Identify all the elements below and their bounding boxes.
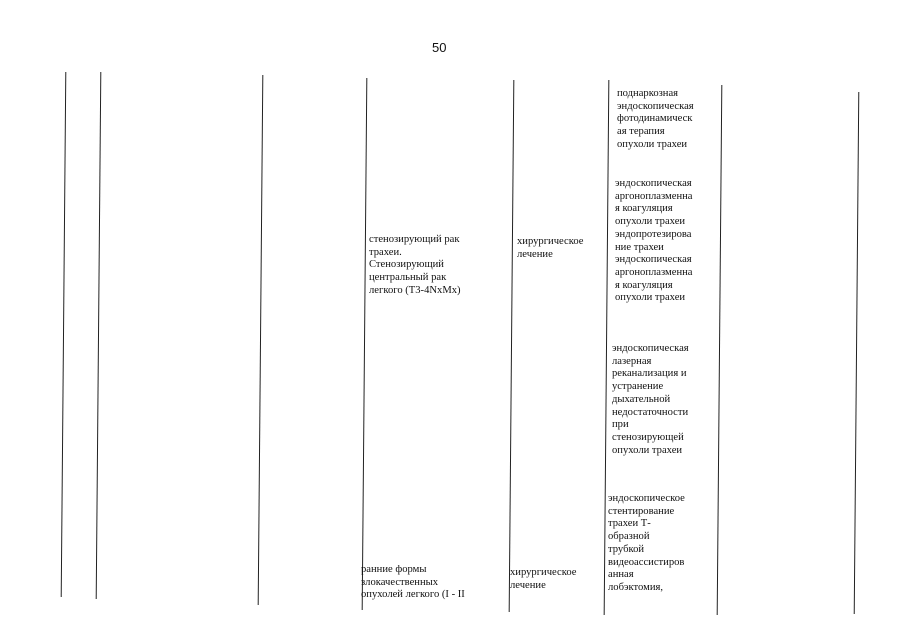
method-line: опухоли трахеи	[615, 292, 686, 304]
table-border-right	[854, 92, 860, 614]
diagnosis-line: злокачественных	[361, 576, 439, 588]
treatment-line: хирургическое	[517, 236, 584, 247]
method-line: образной	[608, 531, 650, 543]
table-divider-4	[509, 80, 515, 612]
diagnosis-line: центральный рак	[369, 272, 447, 284]
treatment-line: хирургическое	[510, 567, 577, 578]
method-line: дыхательной	[612, 393, 671, 405]
diagnosis-line: стенозирующий рак	[369, 234, 460, 245]
treatment-line: лечение	[517, 248, 553, 260]
diagnosis-cell-2	[361, 564, 465, 602]
method-block-4	[608, 493, 685, 595]
treatment-cell-2	[510, 567, 576, 592]
method-line: эндопротезирова	[615, 228, 692, 240]
table-divider-6	[717, 85, 723, 615]
method-line: поднаркозная	[617, 88, 679, 99]
table-divider-2	[258, 75, 264, 605]
method-line: лазерная	[612, 355, 652, 367]
diagnosis-line: Стенозирующий	[369, 259, 444, 271]
table-divider-3	[362, 78, 368, 610]
method-line: опухоли трахеи	[617, 138, 688, 150]
method-line: устранение	[612, 381, 664, 393]
method-line: недостаточности	[612, 406, 689, 418]
diagnosis-line: трахеи.	[369, 246, 402, 258]
method-block-2	[615, 178, 692, 305]
method-line: трубкой	[608, 543, 645, 555]
method-line: видеоассистиров	[608, 556, 685, 568]
method-line: эндоскопическая	[615, 254, 692, 266]
method-line: я коагуляция	[615, 279, 673, 291]
table-divider-1	[96, 72, 102, 599]
method-line: трахеи Т-	[608, 518, 651, 530]
method-line: аргоноплазменна	[615, 266, 693, 278]
treatment-cell-1	[517, 236, 583, 261]
method-line: стентирование	[608, 505, 675, 517]
method-line: лобэктомия,	[608, 581, 664, 593]
method-line: ая терапия	[617, 126, 665, 138]
method-line: я коагуляция	[615, 203, 673, 215]
method-line: реканализация и	[612, 368, 687, 380]
method-line: фотодинамическ	[617, 113, 693, 125]
diagnosis-line: легкого (Т3-4NxMx)	[369, 284, 461, 296]
method-line: ние трахеи	[615, 241, 664, 253]
method-line: эндоскопическая	[617, 100, 694, 112]
method-line: анная	[608, 569, 634, 581]
method-block-3	[612, 343, 689, 457]
page-number: 50	[432, 40, 447, 55]
method-line: опухоли трахеи	[612, 444, 683, 456]
table-border-left	[61, 72, 67, 597]
method-line: эндоскопическое	[608, 493, 685, 504]
method-line: при	[612, 419, 629, 431]
treatment-line: лечение	[510, 579, 546, 591]
method-line: эндоскопическая	[615, 178, 692, 189]
method-line: аргоноплазменна	[615, 190, 693, 202]
method-line: эндоскопическая	[612, 343, 689, 354]
diagnosis-line: ранние формы	[361, 564, 427, 575]
diagnosis-cell-1	[369, 234, 461, 298]
diagnosis-line: опухолей легкого (I - II	[361, 589, 465, 601]
method-line: стенозирующей	[612, 431, 684, 443]
method-line: опухоли трахеи	[615, 216, 686, 228]
method-block-1	[617, 88, 694, 152]
